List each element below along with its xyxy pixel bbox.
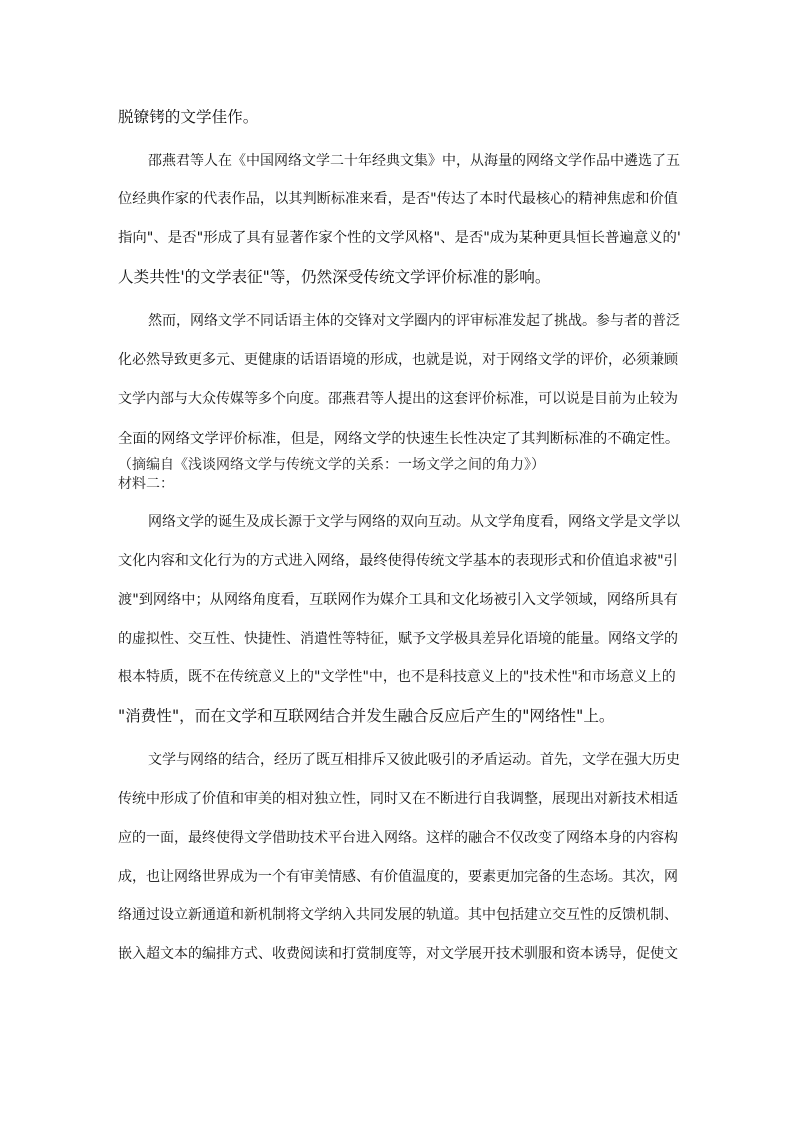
paragraph-line: 脱镣铐的文学佳作。 [118, 108, 259, 126]
paragraph-line: 化必然导致更多元、更健康的话语语境的形成，也就是说，对于网络文学的评价，必须兼顾 [118, 352, 678, 368]
paragraph-line: 应的一面，最终使得文学借助技术平台进入网络。这样的融合不仅改变了网络本身的内容构 [118, 830, 678, 846]
paragraph-line: 网络文学的诞生及成长源于文学与网络的双向互动。从文学角度看，网络文学是文学以 [148, 514, 680, 530]
paragraph-line: 邵燕君等人在《中国网络文学二十年经典文集》中，从海量的网络文学作品中遴选了五 [148, 153, 680, 169]
paragraph-line: 渡"到网络中；从网络角度看，互联网作为媒介工具和文化场被引入文学领域，网络所具有 [118, 592, 678, 608]
paragraph-line: 位经典作家的代表作品，以其判断标准来看，是否"传达了本时代最核心的精神焦虑和价值 [118, 191, 678, 207]
paragraph-line: 嵌入超文本的编排方式、收费阅读和打赏制度等，对文学展开技术驯服和资本诱导，促使文 [118, 946, 678, 962]
paragraph-line: 络通过设立新通道和新机制将文学纳入共同发展的轨道。其中包括建立交互性的反馈机制、 [118, 907, 678, 923]
paragraph-line: 然而，网络文学不同话语主体的交锋对文学圈内的评审标准发起了挑战。参与者的普泛 [148, 313, 680, 329]
paragraph-line: 人类共性'的文学表征"等，仍然深受传统文学评价标准的影响。 [118, 268, 551, 286]
source-citation: （摘编自《浅谈网络文学与传统文学的关系：一场文学之间的角力》） [118, 457, 545, 473]
paragraph-line: 指向"、是否"形成了具有显著作家个性的文学风格"、是否"成为某种更具恒长普遍意义的' [118, 230, 681, 246]
paragraph-line: 文学与网络的结合，经历了既互相排斥又彼此吸引的矛盾运动。首先，文学在强大历史 [148, 752, 680, 768]
paragraph-line: 的虚拟性、交互性、快捷性、消遣性等特征，赋予文学极具差异化语境的能量。网络文学的 [118, 631, 678, 647]
paragraph-line: 文学内部与大众传媒等多个向度。邵燕君等人提出的这套评价标准，可以说是目前为止较为 [118, 391, 678, 407]
material-label: 材料二： [118, 476, 174, 492]
paragraph-line: 传统中形成了价值和审美的相对独立性，同时又在不断进行自我调整，展现出对新技术相适 [118, 791, 678, 807]
paragraph-line: 文化内容和文化行为的方式进入网络，最终使得传统文学基本的表现形式和价值追求被"引 [118, 553, 678, 569]
paragraph-line: "消费性"，而在文学和互联网结合并发生融合反应后产生的"网络性"上。 [118, 707, 615, 725]
paragraph-line: 成，也让网络世界成为一个有审美情感、有价值温度的，要素更加完备的生态场。其次，网 [118, 869, 678, 885]
paragraph-line: 根本特质，既不在传统意义上的"文学性"中，也不是科技意义上的"技术性"和市场意义上的 [118, 669, 676, 685]
paragraph-line: 全面的网络文学评价标准，但是，网络文学的快速生长性决定了其判断标准的不确定性。 [118, 431, 680, 447]
